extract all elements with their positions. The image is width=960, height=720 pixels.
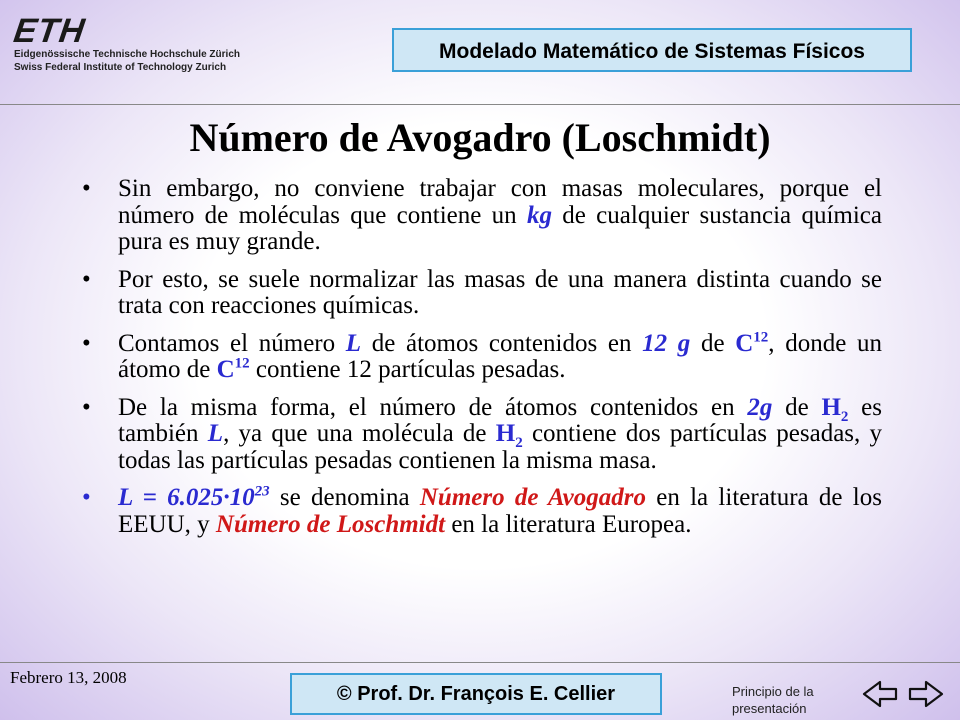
text: De la misma forma, el número de átomos contenidos en (118, 393, 748, 421)
header-divider (0, 104, 960, 105)
text: en la literatura Europea. (445, 510, 692, 538)
text: es también (118, 393, 882, 447)
footer-author: © Prof. Dr. François E. Cellier (290, 673, 662, 715)
back-forward-arrows-icon[interactable] (858, 676, 948, 712)
bullet-icon: • (82, 393, 91, 421)
start-link[interactable]: Principio de la presentación (732, 684, 814, 716)
mass-12g: 12 g (642, 329, 691, 357)
text: de cualquier sustancia química pura es muy grande. (118, 201, 882, 255)
term-loschmidt: Número de Loschmidt (215, 510, 446, 538)
text: contiene dos partículas pesadas, y todas las partículas pesadas contienen la misma masa. (118, 420, 883, 474)
bullet-icon: • (82, 265, 91, 293)
term-avogadro: Número de Avogadro (419, 484, 646, 511)
bullet-icon: • (82, 484, 91, 511)
slide-content (82, 176, 882, 549)
bullet-item (82, 267, 882, 320)
bullet-icon: • (82, 329, 91, 357)
text: de átomos contenidos en (361, 329, 643, 357)
bullet-item (82, 395, 882, 475)
footer-date: Febrero 13, 2008 (10, 668, 127, 687)
carbon-12: $C^{12}$ (735, 329, 769, 357)
institution-name-de: Eidgenössische Technische Hochschule Zürich (14, 49, 240, 60)
bullet-item (82, 331, 882, 384)
text: en la literatura de los EEUU, y (118, 484, 882, 538)
avogadro-formula: $L = 6.025\cdot 10^{23}$ (118, 483, 270, 511)
hydrogen-2: $H_2$ (495, 420, 523, 451)
text: se denomina (269, 484, 420, 511)
institution-name-en: Swiss Federal Institute of Technology Zurich (14, 62, 227, 73)
text: Contamos el número (118, 329, 346, 357)
text: Sin embargo, no conviene trabajar con masas moleculares, porque el número de moléculas que contiene un (118, 175, 882, 229)
text: , ya que una molécula de (223, 420, 496, 447)
bullet-item (82, 176, 882, 256)
eth-logo (11, 12, 254, 74)
text: , donde un átomo de (118, 329, 882, 383)
course-title: Modelado Matemático de Sistemas Físicos (439, 40, 865, 63)
eth-logo-mark: ETH (11, 12, 88, 50)
text: de (772, 393, 822, 421)
text: Por esto, se suele normalizar las masas de una manera distinta cuando se trata con reacciones químicas. (118, 265, 882, 319)
slide-title: Número de Avogadro (Loschmidt) (189, 115, 771, 160)
bullet-icon: • (82, 175, 91, 202)
footer-divider (0, 662, 960, 663)
text: de (690, 329, 736, 357)
bullet-item (82, 485, 882, 538)
symbol-L: L (345, 329, 362, 357)
mass-2g: 2g (747, 393, 773, 421)
unit-kg: kg (526, 201, 552, 229)
symbol-L: L (207, 420, 224, 447)
text: contiene 12 partículas pesadas. (249, 356, 566, 383)
carbon-12: $C^{12}$ (216, 355, 250, 383)
hydrogen-2: $H_2$ (821, 393, 849, 425)
